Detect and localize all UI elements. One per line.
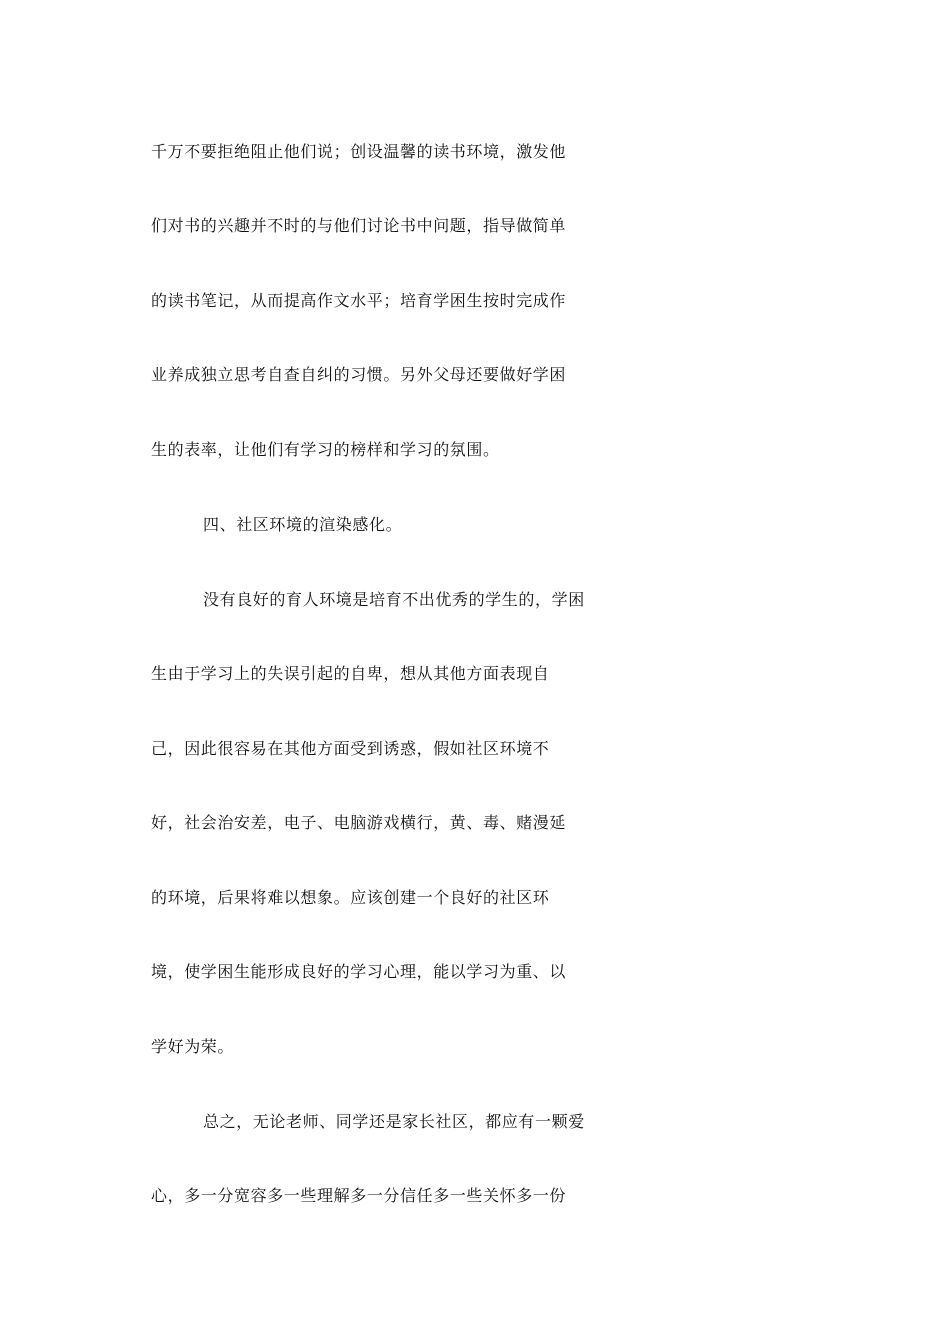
text-line: 学好为荣。 xyxy=(151,1037,235,1056)
text-line: 们对书的兴趣并不时的与他们讨论书中问题，指导做简单 xyxy=(151,216,567,235)
text-line: 千万不要拒绝阻止他们说；创设温馨的读书环境，激发他 xyxy=(151,142,567,161)
text-line: 的环境，后果将难以想象。应该创建一个良好的社区环 xyxy=(151,888,550,907)
text-line: 生由于学习上的失误引起的自卑，想从其他方面表现自 xyxy=(151,664,550,683)
text-line: 生的表率，让他们有学习的榜样和学习的氛围。 xyxy=(151,440,500,459)
section-heading: 四、社区环境的渲染感化。 xyxy=(203,515,403,534)
text-line: 心，多一分宽容多一些理解多一分信任多一些关怀多一份 xyxy=(151,1186,567,1205)
text-line: 的读书笔记，从而提高作文水平；培育学困生按时完成作 xyxy=(151,291,567,310)
text-line: 业养成独立思考自查自纠的习惯。另外父母还要做好学困 xyxy=(151,365,567,384)
text-line: 境，使学困生能形成良好的学习心理，能以学习为重、以 xyxy=(151,962,567,981)
text-line: 没有良好的育人环境是培育不出优秀的学生的，学困 xyxy=(203,590,585,609)
text-line: 总之，无论老师、同学还是家长社区，都应有一颗爱 xyxy=(203,1112,585,1131)
text-line: 好，社会治安差，电子、电脑游戏横行，黄、毒、赌漫延 xyxy=(151,813,567,832)
text-line: 己，因此很容易在其他方面受到诱惑，假如社区环境不 xyxy=(151,739,550,758)
